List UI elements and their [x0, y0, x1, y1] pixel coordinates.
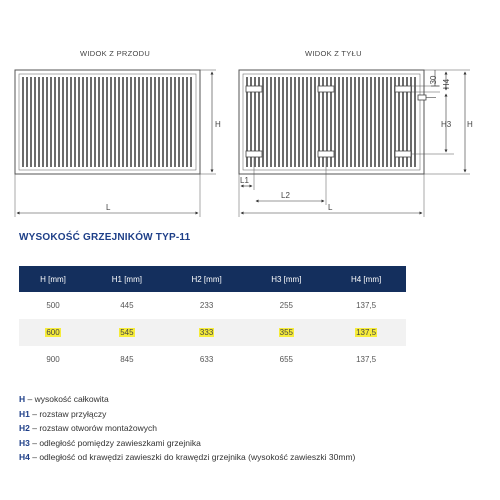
- radiator-fin: [102, 77, 104, 167]
- legend: [19, 392, 355, 465]
- front-radiator: [15, 70, 200, 174]
- front-h-label: H: [215, 120, 221, 129]
- legend-key: H: [19, 394, 26, 404]
- back-l-label: L: [328, 203, 333, 212]
- hanger-bottom-middle: [318, 151, 334, 157]
- radiator-fin: [54, 77, 56, 167]
- radiator-fin: [70, 77, 72, 167]
- legend-text: – wysokość całkowita: [25, 394, 109, 404]
- radiator-fin: [274, 77, 276, 167]
- radiator-fin: [50, 77, 52, 167]
- h3-label: H3: [441, 120, 452, 129]
- radiator-fin: [30, 77, 32, 167]
- radiator-fin: [166, 77, 168, 167]
- radiator-fin: [282, 77, 284, 167]
- radiator-fin: [86, 77, 88, 167]
- radiator-fin: [138, 77, 140, 167]
- radiator-fin: [142, 77, 144, 167]
- radiator-fin: [162, 77, 164, 167]
- radiator-fin: [130, 77, 132, 167]
- radiator-fin: [126, 77, 128, 167]
- radiator-fin: [170, 77, 172, 167]
- hanger-30-label: 30: [429, 75, 438, 85]
- l1-label: L1: [240, 176, 249, 185]
- legend-key: H2: [19, 423, 30, 433]
- table-header-row: [19, 266, 406, 292]
- dimensions-table: [19, 266, 406, 373]
- col-header-h3: H3 [mm]: [246, 266, 326, 292]
- legend-item: [19, 392, 355, 407]
- legend-key: H1: [19, 408, 30, 419]
- table-cell: 845: [120, 355, 134, 364]
- radiator-fin: [302, 77, 304, 167]
- table-cell: 137,5: [356, 355, 377, 364]
- table-cell: 255: [279, 301, 294, 310]
- radiator-fin: [58, 77, 60, 167]
- back-view-title: WIDOK Z TYŁU: [305, 49, 362, 58]
- table-cell: 500: [46, 301, 60, 310]
- radiator-fin: [186, 77, 188, 167]
- radiator-fin: [134, 77, 136, 167]
- radiator-fin: [114, 77, 116, 167]
- radiator-fin: [414, 77, 416, 167]
- col-header-h1: H1 [mm]: [87, 266, 167, 292]
- hanger-top-left: [246, 86, 262, 92]
- radiator-fin: [178, 77, 180, 167]
- highlighted-value: 545: [120, 328, 134, 337]
- radiator-fin: [34, 77, 36, 167]
- radiator-diagram: [0, 0, 500, 225]
- front-height-dimension: [200, 70, 221, 174]
- table-cell: 655: [279, 355, 294, 364]
- table-cell: [87, 319, 167, 346]
- highlighted-value: 355: [279, 328, 294, 337]
- radiator-fin: [354, 77, 356, 167]
- table-cell: 137,5: [356, 301, 377, 310]
- section-title: WYSOKOŚĆ GRZEJNIKÓW TYP-11: [19, 232, 191, 243]
- radiator-fin: [122, 77, 124, 167]
- hanger-top-middle: [318, 86, 334, 92]
- table-cell: 233: [199, 301, 214, 310]
- radiator-fin: [154, 77, 156, 167]
- radiator-fin: [118, 77, 120, 167]
- highlighted-value: 137,5: [356, 328, 377, 337]
- radiator-fin: [306, 77, 308, 167]
- legend-text: – odległość od krawędzi zawieszki do krawędzi grzejnika (wysokość zawieszki 30mm): [29, 452, 356, 462]
- legend-key: H4: [19, 452, 30, 462]
- col-header-h2: H2 [mm]: [167, 266, 247, 292]
- radiator-fin: [90, 77, 92, 167]
- legend-item: [19, 407, 355, 422]
- legend-text: – odległość pomiędzy zawieszkami grzejnika: [29, 437, 201, 448]
- front-length-dimension: [15, 174, 200, 217]
- radiator-fin: [98, 77, 100, 167]
- highlighted-value: 333: [199, 328, 214, 337]
- radiator-fin: [190, 77, 192, 167]
- radiator-fin: [382, 77, 384, 167]
- table-row-highlighted: [19, 319, 406, 346]
- radiator-fin: [106, 77, 108, 167]
- diagram-svg: [0, 0, 500, 225]
- radiator-fin: [110, 77, 112, 167]
- col-header-h4: H4 [mm]: [326, 266, 406, 292]
- radiator-fin: [26, 77, 28, 167]
- radiator-fin: [94, 77, 96, 167]
- radiator-fin: [78, 77, 80, 167]
- radiator-fin: [174, 77, 176, 167]
- radiator-fin: [42, 77, 44, 167]
- front-view-title: WIDOK Z PRZODU: [80, 49, 151, 58]
- radiator-fin: [374, 77, 376, 167]
- radiator-fin: [74, 77, 76, 167]
- radiator-fin: [146, 77, 148, 167]
- front-l-label: L: [106, 203, 111, 212]
- legend-item: [19, 436, 355, 451]
- radiator-fin: [182, 77, 184, 167]
- radiator-fin: [338, 77, 340, 167]
- radiator-fin: [366, 77, 368, 167]
- radiator-fin: [378, 77, 380, 167]
- radiator-fin: [350, 77, 352, 167]
- radiator-fin: [38, 77, 40, 167]
- col-header-h: H [mm]: [19, 266, 87, 292]
- radiator-fin: [310, 77, 312, 167]
- table-cell: [246, 319, 326, 346]
- radiator-fin: [386, 77, 388, 167]
- table-cell: 633: [199, 355, 214, 364]
- radiator-fin: [358, 77, 360, 167]
- highlighted-value: 600: [46, 328, 60, 337]
- table-cell: [326, 319, 406, 346]
- back-radiator: [239, 70, 436, 174]
- radiator-fin: [342, 77, 344, 167]
- radiator-fin: [158, 77, 160, 167]
- radiator-fin: [294, 77, 296, 167]
- radiator-fin: [278, 77, 280, 167]
- h4-label: H4: [442, 78, 451, 90]
- legend-item: [19, 421, 355, 436]
- legend-item: [19, 450, 355, 465]
- radiator-fin: [22, 77, 24, 167]
- legend-text: – rozstaw przyłączy: [29, 408, 107, 419]
- legend-text: – rozstaw otworów montażowych: [29, 423, 157, 433]
- table-cell: [19, 319, 87, 346]
- radiator-fin: [314, 77, 316, 167]
- radiator-fin: [66, 77, 68, 167]
- hanger-bottom-right: [395, 151, 411, 157]
- back-h-label: H: [467, 120, 473, 129]
- radiator-fin: [298, 77, 300, 167]
- radiator-fin: [46, 77, 48, 167]
- radiator-fin: [82, 77, 84, 167]
- l2-label: L2: [281, 191, 290, 200]
- table-cell: 900: [46, 355, 60, 364]
- radiator-fin: [266, 77, 268, 167]
- radiator-fin: [346, 77, 348, 167]
- table-row: [19, 292, 406, 319]
- radiator-fin: [370, 77, 372, 167]
- radiator-fin: [290, 77, 292, 167]
- table-cell: [167, 319, 247, 346]
- radiator-fin: [362, 77, 364, 167]
- table-cell: 445: [120, 301, 134, 310]
- radiator-fin: [270, 77, 272, 167]
- radiator-fin: [62, 77, 64, 167]
- legend-key: H3: [19, 437, 30, 448]
- hanger-bottom-left: [246, 151, 262, 157]
- table-row: [19, 346, 406, 373]
- radiator-fin: [150, 77, 152, 167]
- radiator-fin: [286, 77, 288, 167]
- connection-stub: [418, 95, 426, 100]
- radiator-fin: [390, 77, 392, 167]
- hanger-top-right: [395, 86, 411, 92]
